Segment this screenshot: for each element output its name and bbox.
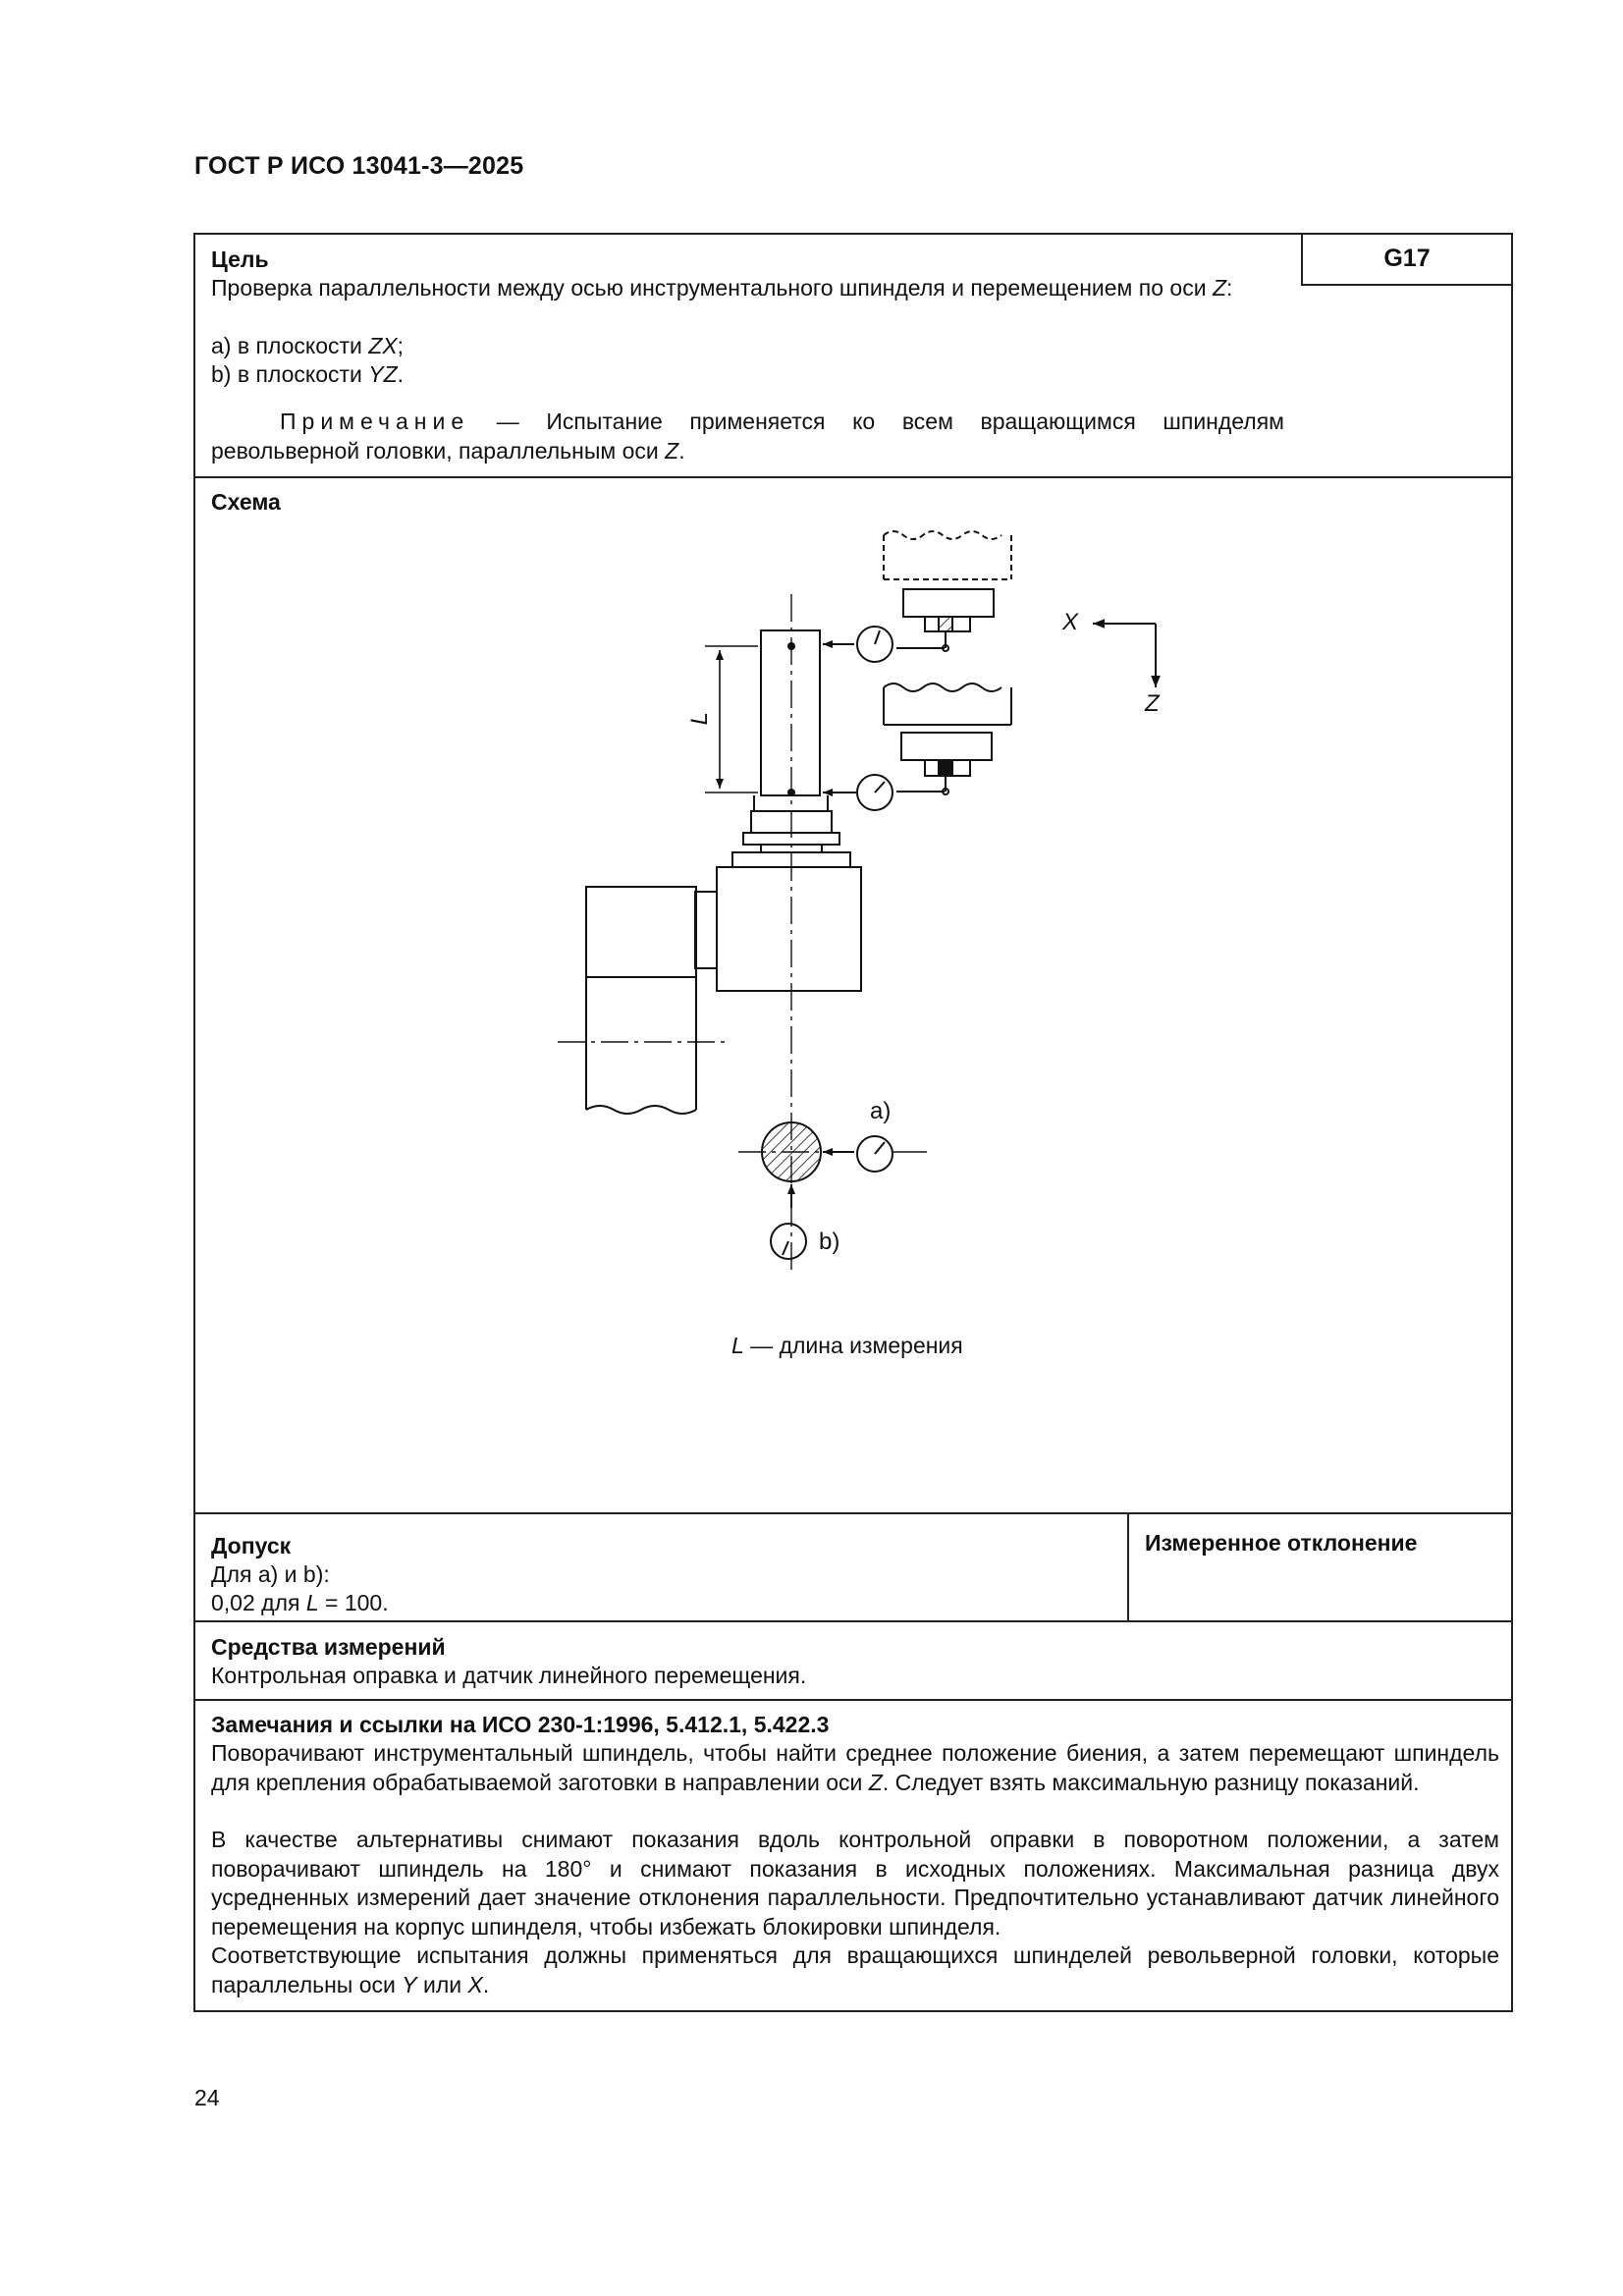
tolerance-heading: Допуск [211,1533,292,1558]
remarks-p3-text: Соответствующие испытания должны применяться для вращающихся шпинделей револьверной головки, которые параллельны оси [211,1942,1499,1997]
diagram-caption [731,1332,963,1361]
remarks-p3-end: . [482,1971,490,1997]
remarks-p1-axis: Z [868,1769,883,1795]
remarks-p3-axis-y: Y [402,1971,417,1997]
tolerance-symbol: L [305,1590,319,1615]
axis-label-x: X [1062,609,1079,635]
upper-sensor-holder [884,531,1011,651]
remarks-heading: Замечания и ссылки на ИСО 230-1:1996, 5.412.1, 5.422.3 [211,1712,830,1737]
item-b-plane: YZ [368,361,398,387]
lower-sensor-holder [884,683,1011,794]
note-text: — Испытание применяется ко всем вращающимся шпинделям револьверной головки, параллельным оси [211,409,1284,464]
caption-text: — длина измерения [743,1333,963,1358]
axis-indicator [1093,624,1156,687]
label-a: a) [870,1098,892,1124]
test-code: G17 [1383,245,1431,272]
remarks-p1-text: Поворачивают инструментальный шпиндель, чтобы найти среднее положение биения, а затем перемещают шпиндель для крепления обрабатываемой заготовки в направлении оси [211,1740,1499,1795]
dimension-label-l: L [685,712,713,726]
objective-line-end: : [1226,275,1233,301]
note-label: Примечание [280,409,470,434]
tolerance-length: = 100. [318,1590,389,1615]
tolerance-value: 0,02 для [211,1590,306,1615]
remarks-p1-end: . Следует взять максимальную разницу показаний. [882,1769,1420,1795]
turret-housing [558,887,729,1114]
label-b: b) [819,1229,840,1255]
axis-label-z: Z [1145,690,1160,717]
instruments-text: Контрольная оправка и датчик линейного перемещения. [211,1663,807,1688]
lower-dial-gauge [823,775,945,810]
objective-axis: Z [1212,275,1226,301]
item-a-plane: ZX [368,333,398,358]
note-end: . [678,437,685,464]
caption-symbol: L [731,1333,744,1358]
remarks-paragraph-2: В качестве альтернативы снимают показания вдоль контрольной оправки в поворотном положении, а затем поворачивают шпиндель на 180° и снимают показания в исходных положениях. Максимальная разница двух усредненных измерений дает значение отклонения параллельности. Предпочтительно устанавливают датчик линейного перемещения на корпус шпинделя, чтобы избежать блокировки шпинделя. [211,1827,1499,1940]
diagram-heading: Схема [211,489,281,515]
remarks-paragraph-1 [211,1739,1499,1797]
objective-line: Проверка параллельности между осью инструментального шпинделя и перемещением по оси [211,275,1213,301]
note-axis: Z [665,437,679,464]
remarks-p3-axis-x: X [467,1971,483,1997]
tolerance-line2 [211,1589,389,1618]
turret-spindle-body [695,795,861,991]
objective-heading: Цель [211,246,269,272]
document-header: ГОСТ Р ИСО 13041-3—2025 [194,152,524,180]
deviation-heading: Измеренное отклонение [1145,1530,1418,1556]
test-mandrel [761,630,820,795]
remarks-paragraph-3 [211,1941,1499,1999]
page-number: 24 [194,2085,220,2110]
item-a-prefix: a) в плоскости [211,333,369,358]
instruments-heading: Средства измерений [211,1634,446,1660]
item-b-end: . [397,361,405,387]
item-a-end: ; [397,333,405,358]
item-b-prefix: b) в плоскости [211,361,369,387]
remarks-p3-mid: или [416,1971,468,1997]
tolerance-line1: Для a) и b): [211,1561,330,1587]
